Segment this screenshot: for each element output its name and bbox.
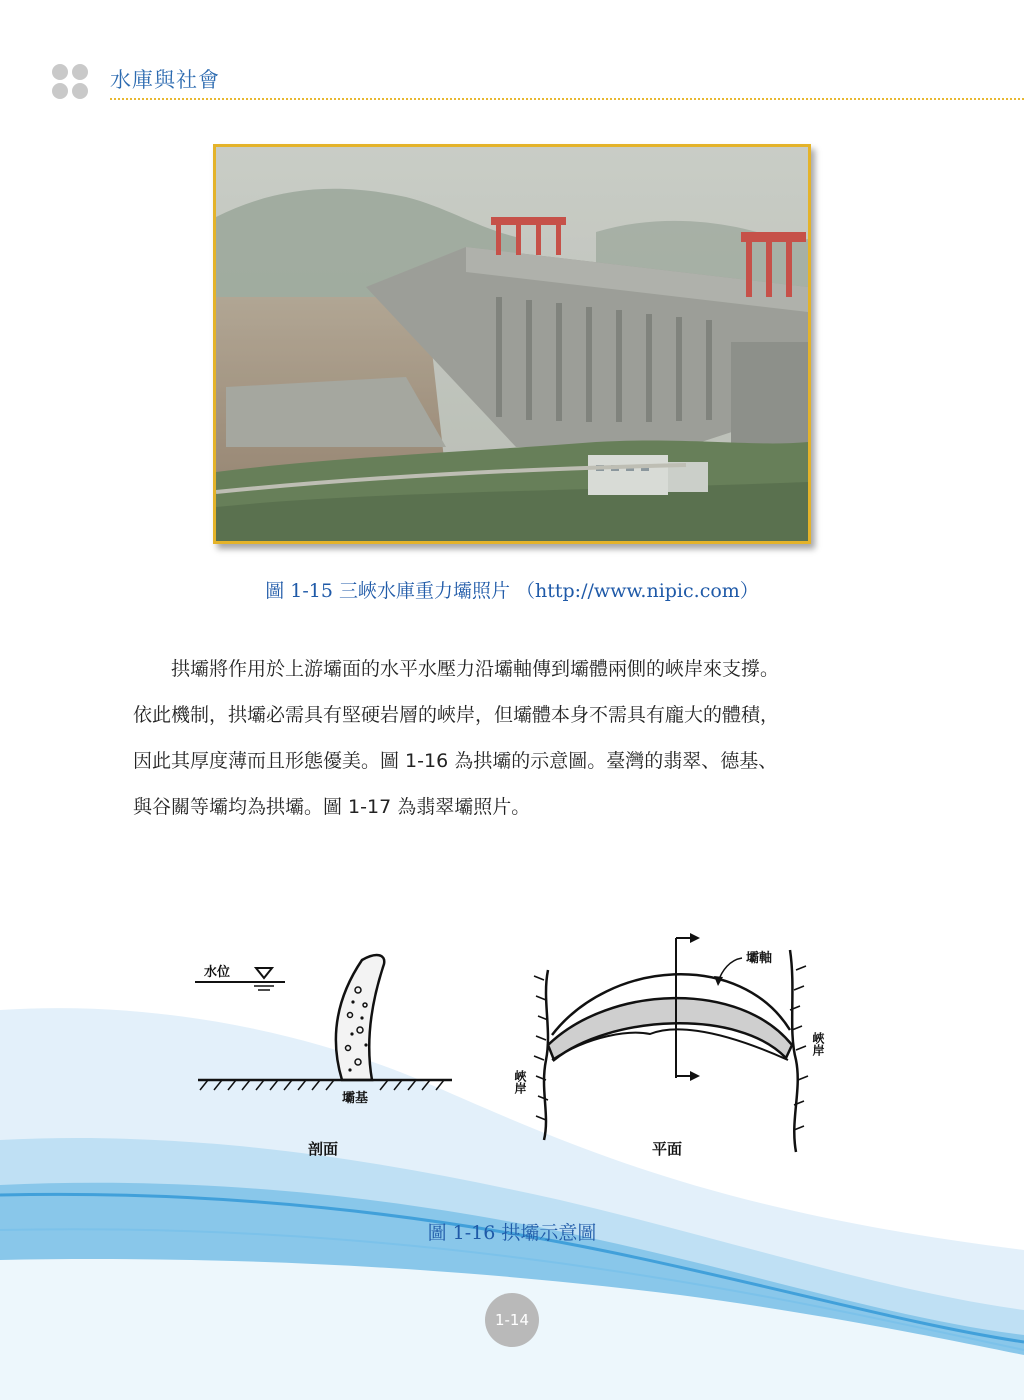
left-bank-label: 峽岸 [513,1070,527,1094]
figure-1-15-caption: 圖 1-15 三峽水庫重力壩照片 （http://www.nipic.com） [265,580,759,602]
figure-1-16-caption: 圖 1-16 拱壩示意圖 [427,1222,597,1244]
paragraph-line: 因此其厚度薄而且形態優美。圖 1-16 為拱壩的示意圖。臺灣的翡翠、德基、 [133,750,778,772]
page-number: 1-14 [485,1293,539,1347]
page-header [52,62,1024,104]
water-level-label: 水位 [204,965,231,980]
arch-dam-diagram-svg [190,930,840,1170]
body-paragraph [133,646,913,830]
paragraph-line: 與谷關等壩均為拱壩。圖 1-17 為翡翠壩照片。 [133,796,531,818]
section-title: 剖面 [308,1140,339,1158]
dam-axis-label: 壩軸 [746,951,773,966]
header-dots-icon [52,64,92,100]
plan-title: 平面 [652,1140,683,1158]
header-title: 水庫與社會 [110,68,220,92]
paragraph-line: 拱壩將作用於上游壩面的水平水壓力沿壩軸傳到壩體兩側的峽岸來支撐。 [133,658,780,680]
right-bank-label: 峽岸 [811,1032,825,1056]
dam-photo [213,144,811,544]
paragraph-line: 依此機制，拱壩必需具有堅硬岩層的峽岸，但壩體本身不需具有龐大的體積， [133,704,780,726]
header-divider [110,98,1024,100]
foundation-label: 壩基 [342,1091,369,1106]
dam-photo-image [216,147,808,541]
arch-dam-diagram [190,930,840,1170]
